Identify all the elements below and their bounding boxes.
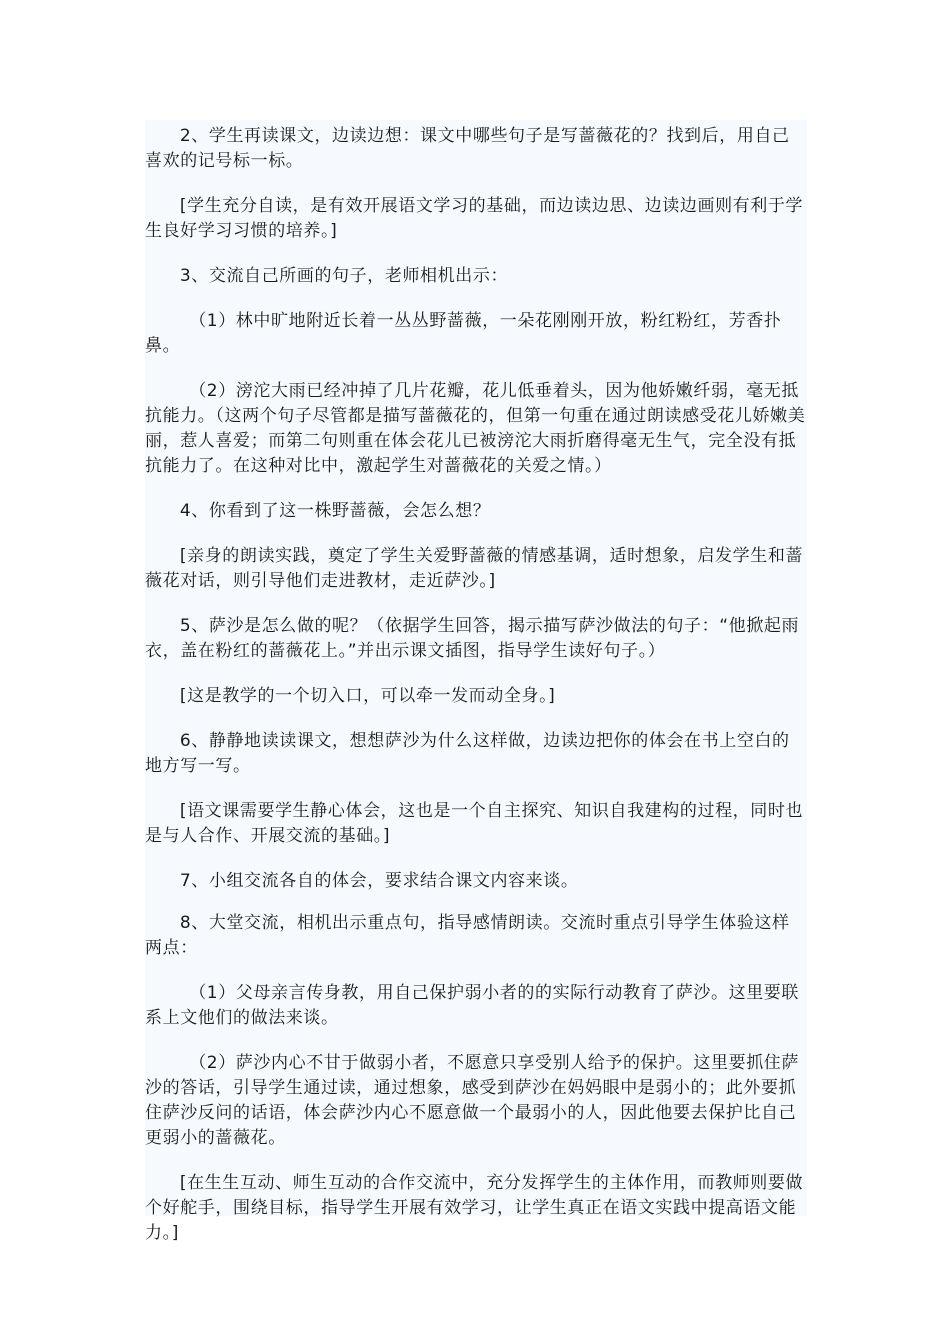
paragraph-note-4: [语文课需要学生静心体会，这也是一个自主探究、知识自我建构的过程，同时也是与人合作、开展交流的基础。] <box>145 801 804 846</box>
paragraph-note-5: [在生生互动、师生互动的合作交流中，充分发挥学生的主体作用，而教师则要做个好舵手，围绕目标，指导学生开展有效学习，让学生真正在语文实践中提高语文能力。] <box>145 1173 804 1243</box>
paragraph-step-3: 3、交流自己所画的句子，老师相机出示： <box>179 266 509 286</box>
document-content <box>145 120 807 1243</box>
paragraph-step-7: 7、小组交流各自的体会，要求结合课文内容来谈。 <box>179 871 579 891</box>
paragraph-point-2: （2）萨沙内心不甘于做弱小者，不愿意只享受别人给予的保护。这里要抓住萨沙的答话，引导学生通过读，通过想象，感受到萨沙在妈妈眼中是弱小的；此外要抓住萨沙反问的话语，体会萨沙内心不愿意做一个最弱小的人，因此他要去保护比自己更弱小的蔷薇花。 <box>145 1053 800 1148</box>
paragraph-note-2: [亲身的朗读实践，奠定了学生关爱野蔷薇的情感基调，适时想象，启发学生和蔷薇花对话，则引导他们走进教材，走近萨沙。] <box>145 546 804 591</box>
paragraph-step-8: 8、大堂交流，相机出示重点句，指导感情朗读。交流时重点引导学生体验这样两点： <box>145 913 790 958</box>
paragraph-note-3: [这是教学的一个切入口，可以牵一发而动全身。] <box>179 686 556 706</box>
paragraph-step-4: 4、你看到了这一株野蔷薇，会怎么想？ <box>179 501 491 521</box>
paragraph-point-1: （1）父母亲言传身教，用自己保护弱小者的的实际行动教育了萨沙。这里要联系上文他们的做法来谈。 <box>145 983 800 1028</box>
paragraph-step-6: 6、静静地读读课文，想想萨沙为什么这样做，边读边把你的体会在书上空白的地方写一写。 <box>145 731 790 776</box>
paragraph-step-5: 5、萨沙是怎么做的呢？（依据学生回答，揭示描写萨沙做法的句子：“他掀起雨衣，盖在粉红的蔷薇花上。”并出示课文插图，指导学生读好句子。） <box>145 616 800 661</box>
paragraph-note-1: [学生充分自读，是有效开展语文学习的基础，而边读边思、边读边画则有利于学生良好学习习惯的培养。] <box>145 196 804 241</box>
paragraph-step-2: 2、学生再读课文，边读边想：课文中哪些句子是写蔷薇花的？找到后，用自己喜欢的记号标一标。 <box>145 126 790 171</box>
paragraph-sentence-1: （1）林中旷地附近长着一丛丛野蔷薇，一朵花刚刚开放，粉红粉红，芳香扑鼻。 <box>145 311 782 356</box>
paragraph-sentence-2: （2）滂沱大雨已经冲掉了几片花瓣，花儿低垂着头，因为他娇嫩纤弱，毫无抵抗能力。（这两个句子尽管都是描写蔷薇花的，但第一句重在通过朗读感受花儿娇嫩美丽，惹人喜爱；而第二句则重在体会花儿已被滂沱大雨折磨得毫无生气，完全没有抵抗能力了。在这种对比中，激起学生对蔷薇花的关爱之情。） <box>145 381 806 476</box>
